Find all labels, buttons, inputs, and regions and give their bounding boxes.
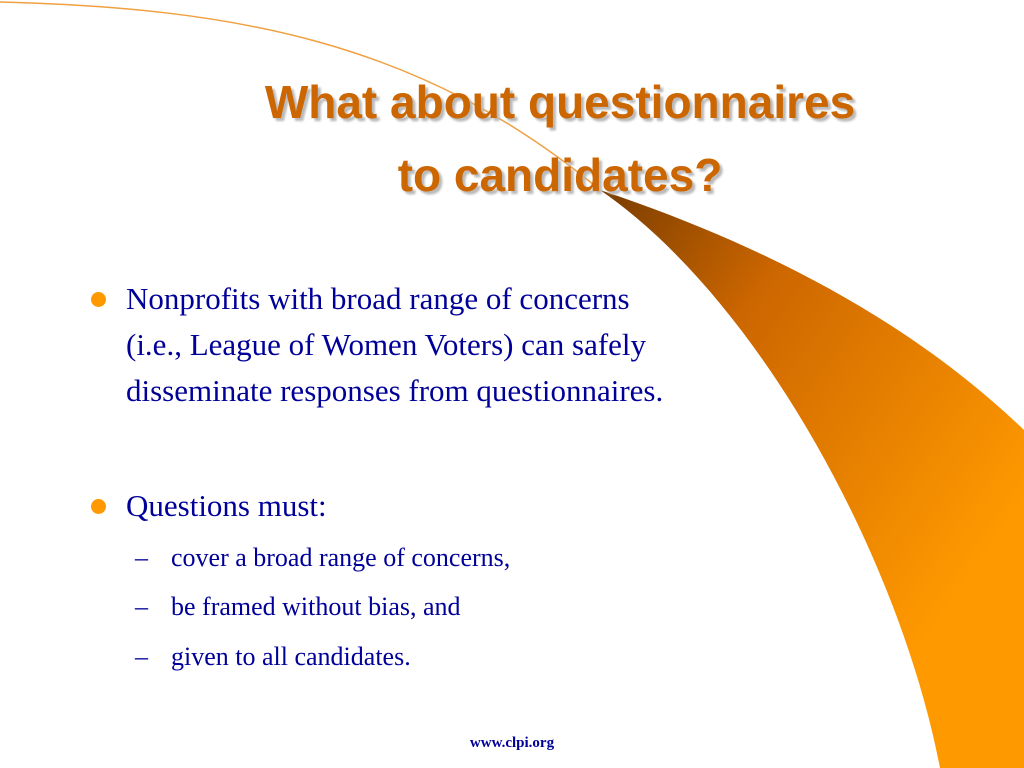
slide-title-line-2: to candidates? [397,149,723,201]
sub-item-dash-icon: – [135,543,148,572]
slide-title-line-1: What about questionnaires [264,76,856,128]
bullet-1-line-3: disseminate responses from questionnaires. [126,373,664,408]
sub-item-dash-icon: – [135,642,148,671]
sub-item-3: given to all candidates. [171,642,411,671]
bullet-1-line-1: Nonprofits with broad range of concerns [126,281,630,316]
sub-item-2: be framed without bias, and [171,592,461,621]
swoosh-band [600,190,1024,768]
footer-url: www.clpi.org [469,735,555,751]
sub-item-1: cover a broad range of concerns, [171,543,511,572]
sub-item-dash-icon: – [135,592,148,621]
bullet-1-line-2: (i.e., League of Women Voters) can safely [126,327,647,362]
bullet-dot-icon [91,499,106,514]
bullet-dot-icon [91,292,106,307]
bullet-2-text: Questions must: [126,488,327,523]
